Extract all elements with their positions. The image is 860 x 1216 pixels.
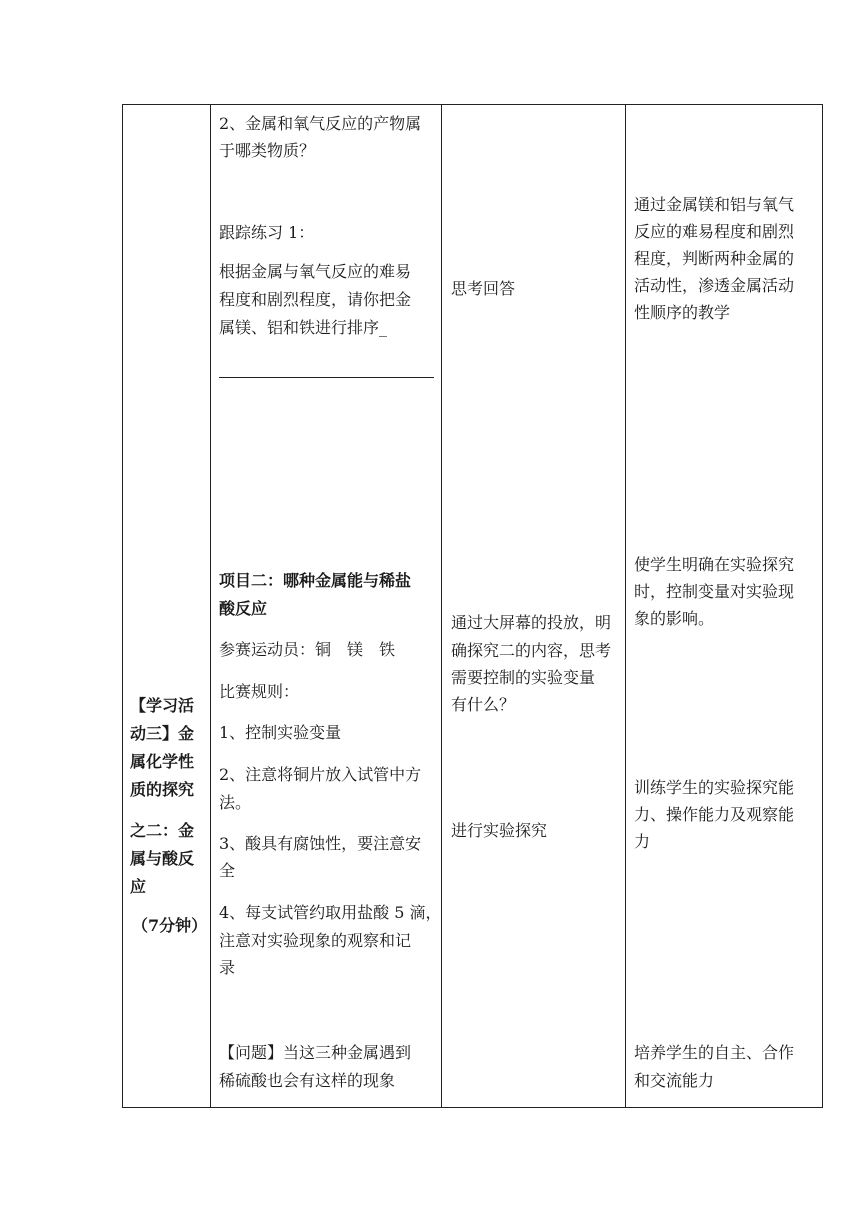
rule-4-line: 注意对实验现象的观察和记	[219, 931, 412, 950]
practice-line: 属镁、铝和铁进行排序_	[219, 318, 388, 337]
activity-subtitle-line: 应	[130, 877, 147, 896]
intent-1-line: 程度，判断两种金属的	[634, 249, 795, 268]
practice-line: 程度和剧烈程度，请你把金	[219, 290, 412, 309]
column-divider	[441, 104, 442, 1108]
question-2-line: 于哪类物质？	[219, 141, 316, 160]
rule-2-line: 法。	[219, 793, 252, 812]
rule-3-line: 全	[219, 861, 236, 880]
intent-3-line: 训练学生的实验探究能	[634, 778, 795, 797]
activity-subtitle-line: 属与酸反	[130, 849, 195, 868]
activity-subtitle-line: 之二：金	[130, 821, 195, 840]
answer-blank-line	[219, 377, 434, 378]
activity-title-line: 质的探究	[130, 780, 195, 799]
screen-task-line: 确探究二的内容，思考	[451, 641, 612, 660]
activity-title-line: 属化学性	[130, 752, 195, 771]
activity-title-line: 【学习活	[130, 696, 195, 715]
project-title-line: 酸反应	[219, 599, 268, 618]
practice-line: 根据金属与氧气反应的难易	[219, 262, 412, 281]
column-divider	[210, 104, 211, 1108]
screen-task-line: 需要控制的实验变量	[451, 668, 596, 687]
intent-2-line: 使学生明确在实验探究	[634, 555, 795, 574]
intent-1-line: 活动性，渗透金属活动	[634, 276, 795, 295]
column-divider	[625, 104, 626, 1108]
question-2-line: 2、金属和氧气反应的产物属	[219, 114, 422, 133]
intent-3-line: 力、操作能力及观察能	[634, 805, 795, 824]
intent-1-line: 性顺序的教学	[634, 303, 731, 322]
student-answer: 思考回答	[451, 279, 516, 298]
rules-title: 比赛规则：	[219, 682, 300, 701]
intent-1-line: 通过金属镁和铝与氧气	[634, 195, 795, 214]
screen-task-line: 通过大屏幕的投放，明	[451, 613, 612, 632]
intent-4-line: 和交流能力	[634, 1071, 715, 1090]
intent-1-line: 反应的难易程度和剧烈	[634, 222, 795, 241]
question-line: 【问题】当这三种金属遇到	[219, 1043, 412, 1062]
rule-4-line: 录	[219, 958, 236, 977]
intent-3-line: 力	[634, 832, 651, 851]
experiment-task: 进行实验探究	[451, 821, 548, 840]
rule-1: 1、控制实验变量	[219, 723, 342, 742]
question-line: 稀硫酸也会有这样的现象	[219, 1071, 396, 1090]
intent-2-line: 时，控制变量对实验现	[634, 582, 795, 601]
screen-task-line: 有什么？	[451, 695, 516, 714]
rule-3-line: 3、酸具有腐蚀性，要注意安	[219, 834, 422, 853]
practice-title: 跟踪练习 1：	[219, 223, 315, 242]
intent-2-line: 象的影响。	[634, 609, 715, 628]
intent-4-line: 培养学生的自主、合作	[634, 1043, 795, 1062]
rule-4-line: 4、每支试管约取用盐酸 5 滴，	[219, 903, 442, 922]
activity-time: （7分钟）	[132, 916, 208, 935]
activity-title-line: 动三】金	[130, 724, 195, 743]
project-title-line: 项目二：哪种金属能与稀盐	[219, 571, 412, 590]
rule-2-line: 2、注意将铜片放入试管中方	[219, 765, 422, 784]
players-line: 参赛运动员：铜 镁 铁	[219, 640, 396, 659]
